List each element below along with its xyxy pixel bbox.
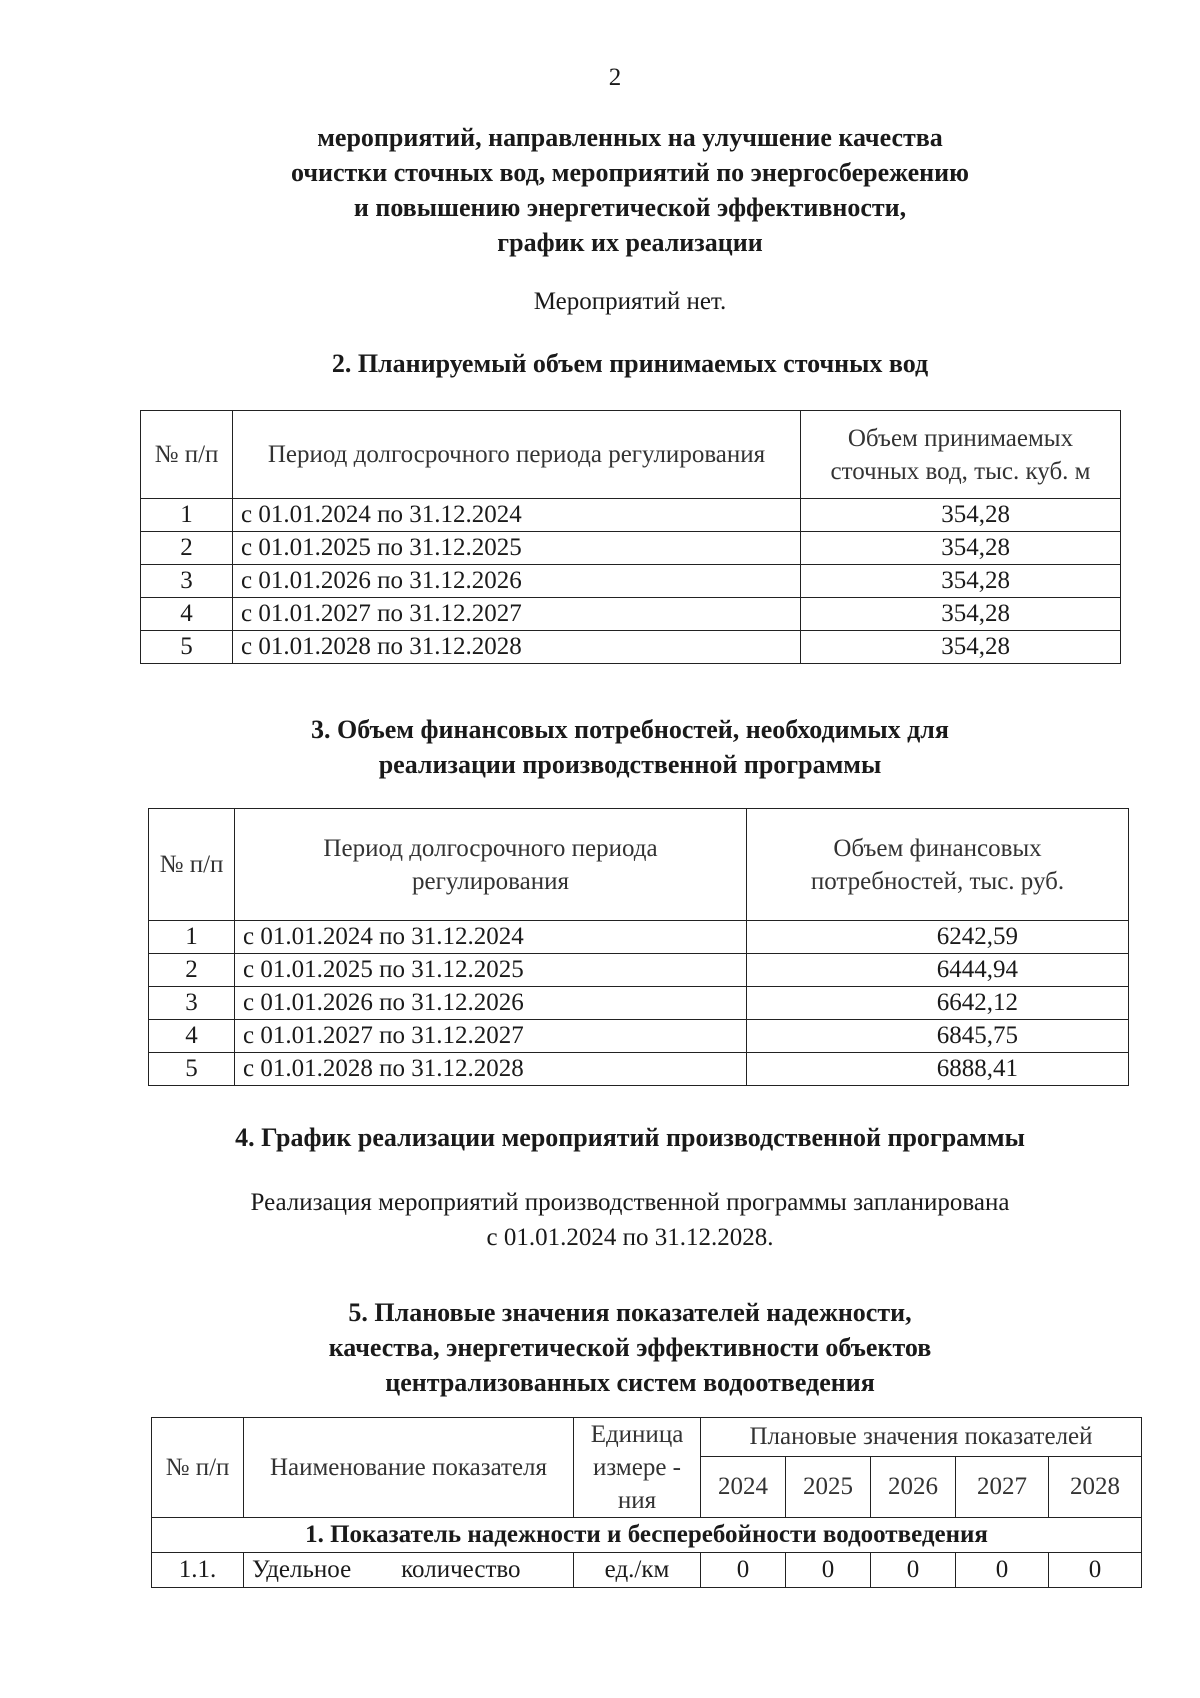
row-value: 354,28 [801, 532, 1121, 565]
row-number: 4 [141, 598, 233, 631]
header-year: 2025 [786, 1456, 871, 1517]
header-year: 2027 [956, 1456, 1049, 1517]
section3-heading-line: 3. Объем финансовых потребностей, необходимых для [311, 715, 949, 744]
section2-heading [0, 346, 1200, 381]
table-row [141, 565, 1121, 598]
row-value: 354,28 [801, 499, 1121, 532]
intro-text: Мероприятий нет. [533, 288, 727, 315]
header-period: Период долгосрочного периода регулирования [233, 411, 801, 499]
row-number: 3 [149, 987, 235, 1020]
row-number: 2 [141, 532, 233, 565]
row-period: с 01.01.2028 по 31.12.2028 [233, 631, 801, 664]
row-period: с 01.01.2028 по 31.12.2028 [235, 1053, 747, 1086]
row-period: с 01.01.2027 по 31.12.2027 [233, 598, 801, 631]
row-period: с 01.01.2024 по 31.12.2024 [235, 921, 747, 954]
row-year-value: 0 [956, 1553, 1049, 1588]
table-row [152, 1553, 1142, 1588]
section5-heading-line: 5. Плановые значения показателей надежности, [348, 1298, 912, 1327]
row-period: с 01.01.2027 по 31.12.2027 [235, 1020, 747, 1053]
header-planned-values: Плановые значения показателей [701, 1418, 1142, 1457]
table-row [149, 1020, 1129, 1053]
row-value: 354,28 [801, 565, 1121, 598]
financial-needs-table [148, 808, 1129, 1086]
section4-text-line: Реализация мероприятий производственной программы запланирована [250, 1189, 1010, 1216]
section4-heading-line: 4. График реализации мероприятий производственной программы [235, 1123, 1025, 1152]
row-value: 6845,75 [747, 1020, 1129, 1053]
intro-heading-line: и повышению энергетической эффективности, [353, 193, 907, 222]
header-year: 2024 [701, 1456, 786, 1517]
page-number: 2 [608, 64, 622, 91]
section2-heading-line: 2. Планируемый объем принимаемых сточных вод [331, 349, 929, 378]
row-number: 1.1. [152, 1553, 244, 1588]
row-number: 2 [149, 954, 235, 987]
header-volume: Объем принимаемых сточных вод, тыс. куб. м [801, 411, 1121, 499]
section5-heading-line: качества, энергетической эффективности объектов [328, 1333, 932, 1362]
row-value: 6888,41 [747, 1053, 1129, 1086]
header-number: № п/п [141, 411, 233, 499]
row-number: 1 [149, 921, 235, 954]
row-year-value: 0 [701, 1553, 786, 1588]
row-number: 1 [141, 499, 233, 532]
row-period: с 01.01.2026 по 31.12.2026 [235, 987, 747, 1020]
row-indicator-name: Удельное количество [244, 1553, 574, 1588]
table-row [149, 1053, 1129, 1086]
row-number: 3 [141, 565, 233, 598]
intro-heading-line: мероприятий, направленных на улучшение качества [317, 123, 943, 152]
table-row [141, 598, 1121, 631]
header-number: № п/п [152, 1418, 244, 1518]
section5-heading-line: централизованных систем водоотведения [385, 1368, 875, 1397]
table-row [141, 499, 1121, 532]
header-indicator-name: Наименование показателя [244, 1418, 574, 1518]
sewage-volume-table [140, 410, 1121, 664]
header-finance: Объем финансовых потребностей, тыс. руб. [747, 809, 1129, 921]
table-subheading-row [152, 1518, 1142, 1553]
table-row [141, 532, 1121, 565]
indicator-group-title: 1. Показатель надежности и бесперебойности водоотведения [152, 1518, 1142, 1553]
row-value: 354,28 [801, 631, 1121, 664]
header-year: 2026 [871, 1456, 956, 1517]
row-period: с 01.01.2026 по 31.12.2026 [233, 565, 801, 598]
intro-heading-line: график их реализации [497, 228, 763, 257]
intro-heading-line: очистки сточных вод, мероприятий по энергосбережению [291, 158, 969, 187]
section4-heading [0, 1120, 1200, 1155]
row-number: 5 [141, 631, 233, 664]
row-value: 6242,59 [747, 921, 1129, 954]
row-period: с 01.01.2025 по 31.12.2025 [235, 954, 747, 987]
header-year: 2028 [1049, 1456, 1142, 1517]
row-number: 5 [149, 1053, 235, 1086]
table-row [149, 954, 1129, 987]
section5-heading [0, 1295, 1200, 1400]
table-row [141, 631, 1121, 664]
row-value: 6642,12 [747, 987, 1129, 1020]
table-row [149, 987, 1129, 1020]
section4-text [0, 1185, 1200, 1255]
row-year-value: 0 [1049, 1553, 1142, 1588]
row-period: с 01.01.2024 по 31.12.2024 [233, 499, 801, 532]
section3-heading [0, 712, 1200, 782]
table-row [149, 921, 1129, 954]
row-unit: ед./км [574, 1553, 701, 1588]
row-number: 4 [149, 1020, 235, 1053]
row-year-value: 0 [871, 1553, 956, 1588]
header-number: № п/п [149, 809, 235, 921]
intro-heading [0, 120, 1200, 260]
section3-heading-line: реализации производственной программы [378, 750, 882, 779]
row-value: 354,28 [801, 598, 1121, 631]
section4-text-line: с 01.01.2024 по 31.12.2028. [486, 1224, 774, 1251]
row-value: 6444,94 [747, 954, 1129, 987]
header-unit: Единица измере - ния [574, 1418, 701, 1518]
header-period: Период долгосрочного периода регулирования [235, 809, 747, 921]
row-year-value: 0 [786, 1553, 871, 1588]
indicators-table [151, 1417, 1142, 1588]
row-period: с 01.01.2025 по 31.12.2025 [233, 532, 801, 565]
